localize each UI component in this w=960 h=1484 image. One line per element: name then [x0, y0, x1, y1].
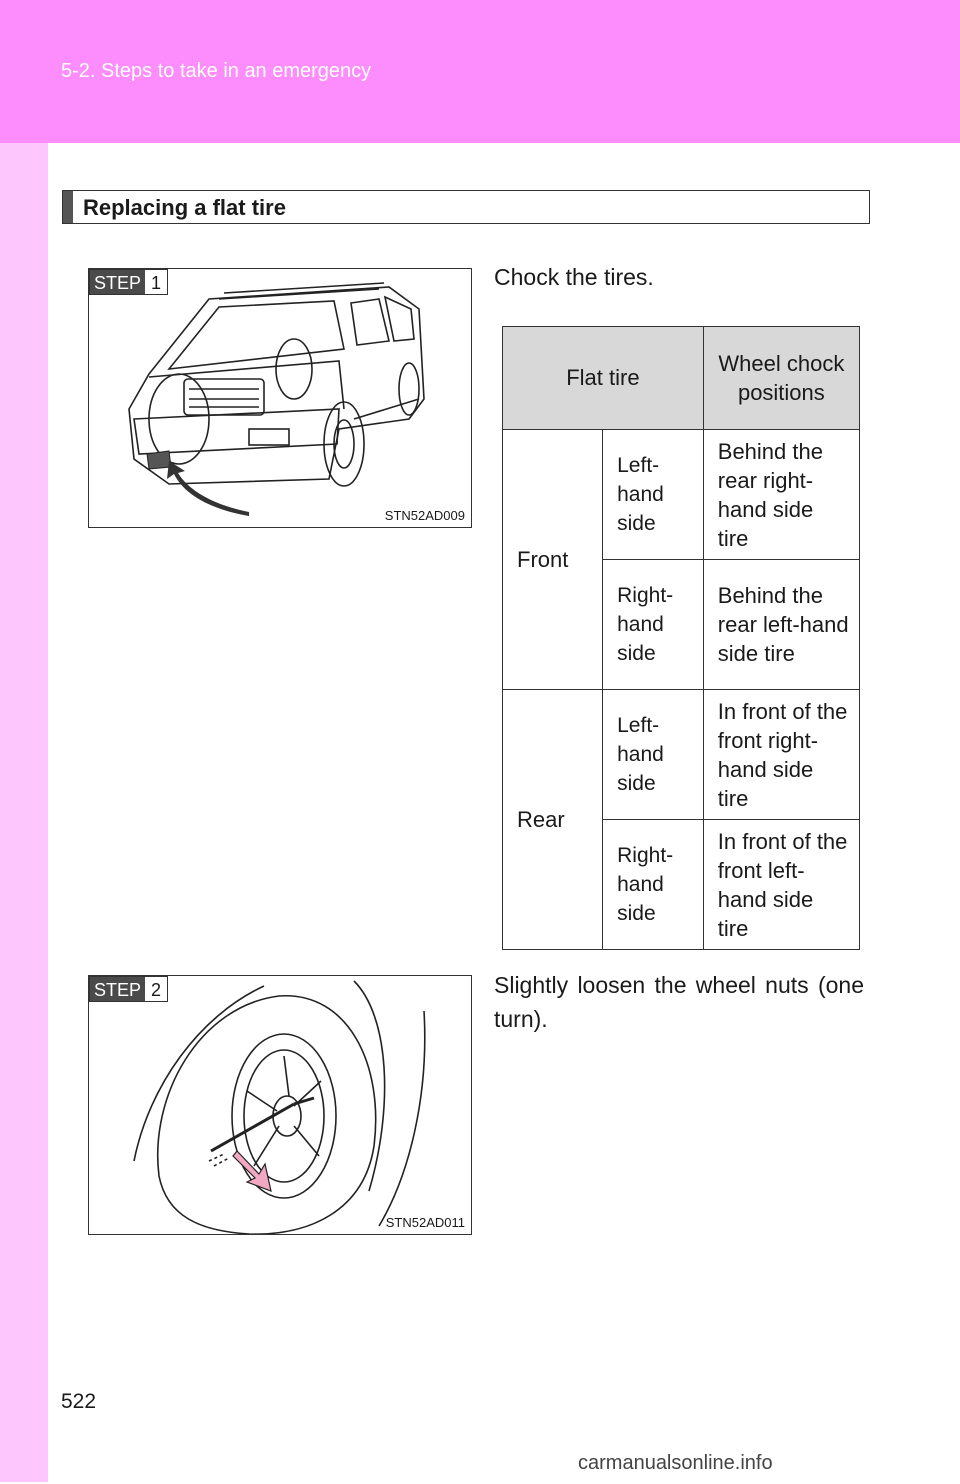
- step-2-instruction: Slightly loosen the wheel nuts (one turn).: [494, 972, 864, 1032]
- step-number: 1: [145, 270, 167, 294]
- position-cell: Behind the rear left-hand side tire: [703, 560, 859, 690]
- table-row: [503, 690, 860, 820]
- step-badge-1: [89, 269, 168, 295]
- header-flat-tire: Flat tire: [503, 327, 704, 430]
- table-row: [503, 430, 860, 560]
- step-number: 2: [145, 977, 167, 1001]
- group-label-rear: Rear: [503, 690, 603, 950]
- wheel-chock-table: [502, 326, 860, 950]
- figure-step-2: [88, 975, 472, 1235]
- section-title: Replacing a flat tire: [83, 195, 286, 220]
- figure-code: STN52AD011: [385, 1215, 465, 1230]
- header-chock-positions: Wheel chock positions: [703, 327, 859, 430]
- figure-step-1: [88, 268, 472, 528]
- step-word: STEP: [90, 977, 145, 1001]
- section-heading: [62, 190, 870, 224]
- suv-chock-illustration: [89, 269, 472, 528]
- figure-code: STN52AD009: [384, 508, 465, 523]
- position-cell: In front of the front left-hand side tire: [703, 820, 859, 950]
- table-header-row: [503, 327, 860, 430]
- page-number: 522: [61, 1390, 97, 1413]
- wheel-wrench-illustration: [89, 976, 472, 1235]
- group-label-front: Front: [503, 430, 603, 690]
- step-1-instruction: Chock the tires.: [494, 264, 654, 290]
- side-cell: Left-hand side: [603, 430, 704, 560]
- side-strip: [0, 143, 48, 1482]
- section-marker: [63, 191, 73, 223]
- position-cell: In front of the front right-hand side tire: [703, 690, 859, 820]
- watermark: carmanualsonline.info: [578, 1452, 773, 1474]
- position-cell: Behind the rear right-hand side tire: [703, 430, 859, 560]
- step-badge-2: [89, 976, 168, 1002]
- step-word: STEP: [90, 270, 145, 294]
- side-cell: Left-hand side: [603, 690, 704, 820]
- side-cell: Right-hand side: [603, 560, 704, 690]
- side-cell: Right-hand side: [603, 820, 704, 950]
- breadcrumb: 5-2. Steps to take in an emergency: [61, 60, 372, 82]
